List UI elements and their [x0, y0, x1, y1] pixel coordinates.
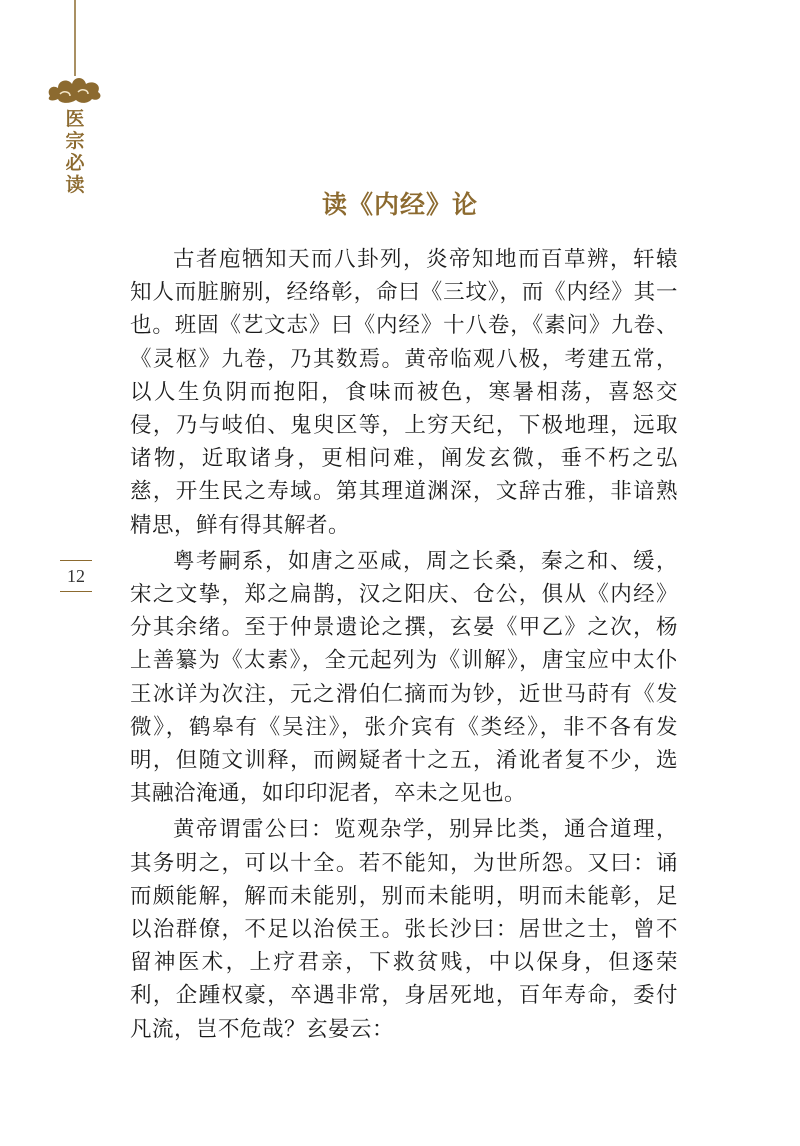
hanging-cloud-ornament	[44, 0, 106, 110]
book-title-vertical: 医宗必读	[65, 108, 85, 196]
article-title: 读《内经》论	[321, 190, 478, 219]
auspicious-cloud-icon	[44, 0, 106, 110]
article-body	[130, 243, 678, 1049]
page-number-bottom-rule	[60, 591, 92, 592]
paragraph: 黄帝谓雷公曰：览观杂学，别异比类，通合道理，其务明之，可以十全。若不能知，为世所怨。又曰：诵而颇能解，解而未能别，别而未能明，明而未能彰，足以治群僚，不足以治侯王。张长沙曰：居世之士，曾不留神医术，上疗君亲，下救贫贱，中以保身，但逐荣利，企踵权豪，卒遇非常，身居死地，百年寿命，委付凡流，岂不危哉？玄晏云：	[130, 817, 678, 1042]
page-number: 12	[67, 566, 85, 586]
paragraph: 古者庖牺知天而八卦列，炎帝知地而百草辨，轩辕知人而脏腑别，经络彰，命曰《三坟》，而《内经》其一也。班固《艺文志》曰《内经》十八卷，《素问》九卷、《灵枢》九卷，乃其数焉。黄帝临观八极，考建五常，以人生负阴而抱阳，食味而被色，寒暑相荡，喜怒交侵，乃与岐伯、鬼臾区等，上穷天纪，下极地理，远取诸物，近取诸身，更相问难，阐发玄微，垂不朽之弘慈，开生民之寿域。第其理道渊深，文辞古雅，非谙熟精思，鲜有得其解者。	[130, 247, 678, 538]
paragraph: 粤考嗣系，如唐之巫咸，周之长桑，秦之和、缓，宋之文挚，郑之扁鹊，汉之阳庆、仓公，俱从《内经》分其余绪。至于仲景遗论之撰，玄晏《甲乙》之次，杨上善纂为《太素》，全元起列为《训解》，唐宝应中太仆王冰详为次注，元之滑伯仁摘而为钞，近世马莳有《发微》，鹤皋有《吴注》，张介宾有《类经》，非不各有发明，但随文训释，而阙疑者十之五，淆讹者复不少，选其融洽淹通，如印印泥者，卒未之见也。	[130, 548, 678, 807]
page-number-block	[60, 560, 92, 592]
